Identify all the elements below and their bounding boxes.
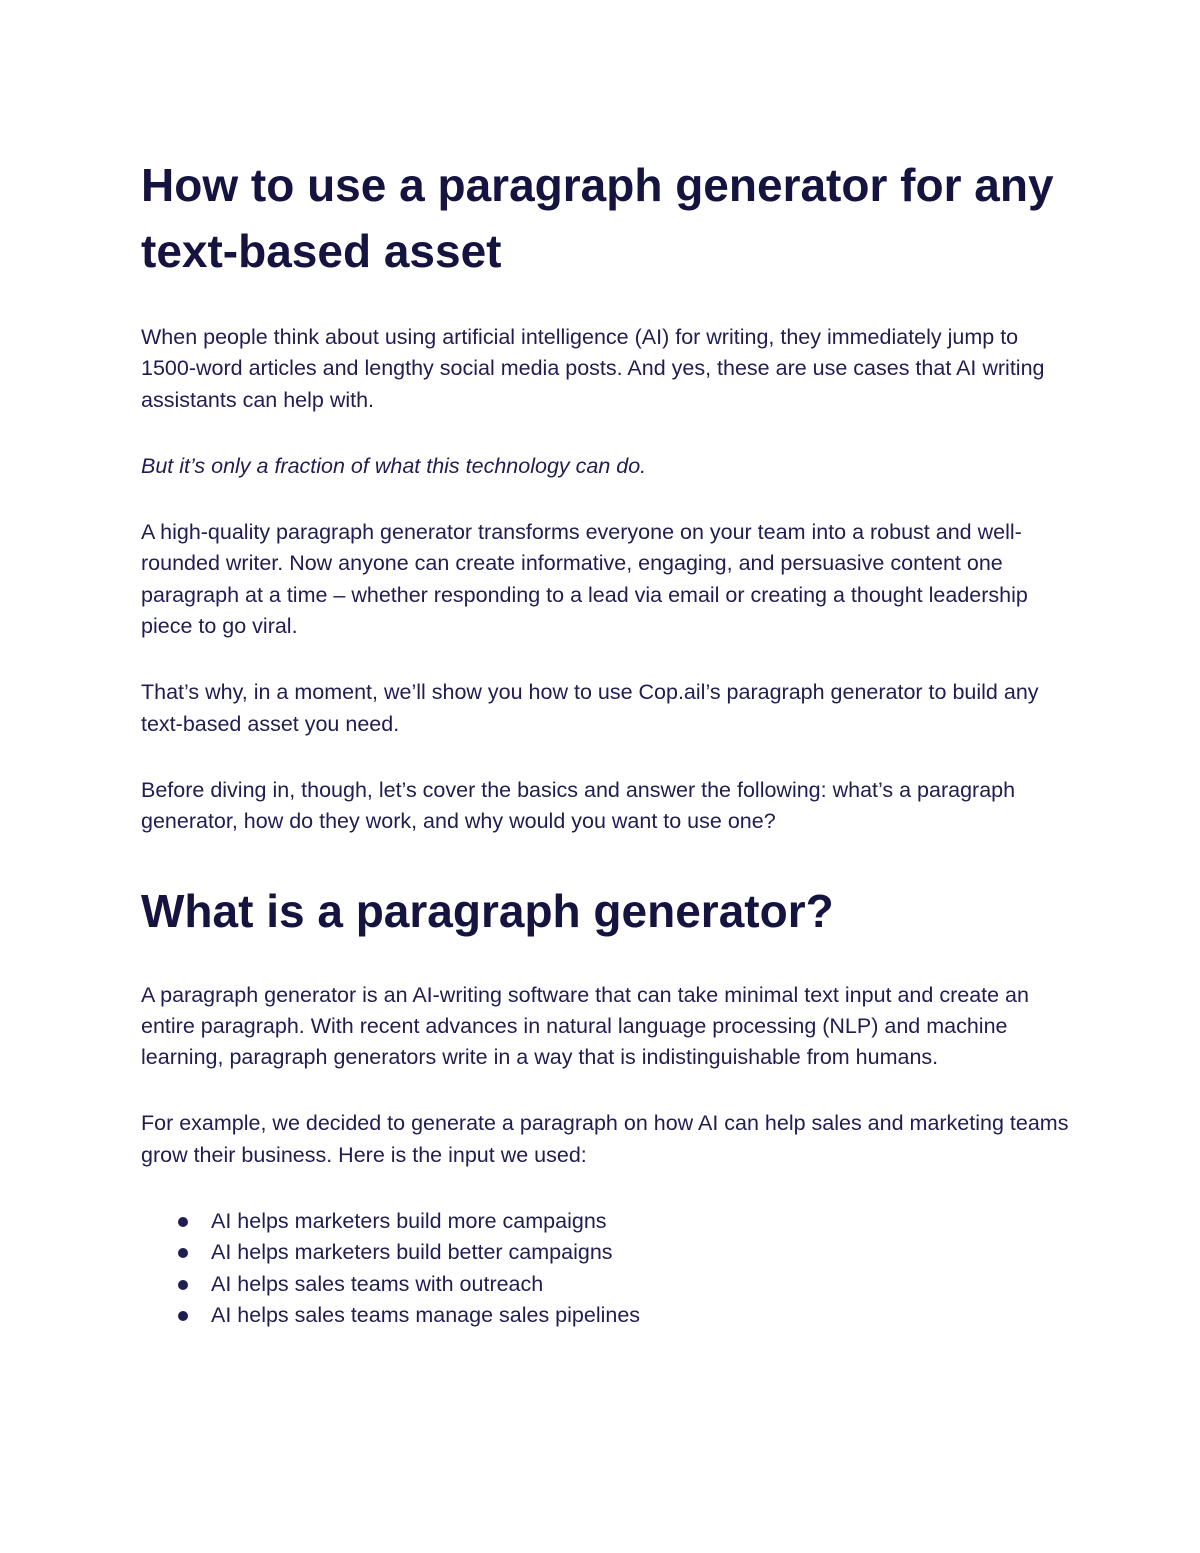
intro-paragraph-3: A high-quality paragraph generator transforms everyone on your team into a robust and well-rounded writer. Now anyone can create informative, engaging, and persuasive content one paragraph at a time – whether responding to a lead via email or creating a thought leadership piece to go viral.: [141, 520, 1028, 639]
list-item-text: AI helps sales teams with outreach: [211, 1271, 544, 1296]
document-page: [141, 152, 1071, 1331]
list-item: [141, 1269, 1071, 1300]
section-paragraph-2: For example, we decided to generate a paragraph on how AI can help sales and marketing teams grow their business. Here is the input we used:: [141, 1111, 1069, 1167]
bullet-dot-icon: [178, 1311, 188, 1321]
list-item: [141, 1206, 1071, 1237]
list-item-text: AI helps sales teams manage sales pipelines: [211, 1302, 641, 1327]
list-item: [141, 1237, 1071, 1268]
bullet-dot-icon: [178, 1280, 188, 1290]
intro-paragraph-5: Before diving in, though, let’s cover the basics and answer the following: what’s a paragraph generator, how do they work, and why would you want to use one?: [141, 777, 1016, 834]
section-heading: What is a paragraph generator?: [141, 884, 834, 937]
intro-italic-text: But it’s only a fraction of what this technology can do.: [141, 453, 647, 478]
intro-paragraph-2: [141, 451, 1071, 482]
intro-paragraph-1: When people think about using artificial intelligence (AI) for writing, they immediately jump to 1500-word articles and lengthy social media posts. And yes, these are use cases that AI writing assistants can help with.: [141, 325, 1045, 412]
input-bullet-list: [141, 1206, 1071, 1331]
bullet-dot-icon: [178, 1217, 188, 1227]
section-paragraph-1: A paragraph generator is an AI-writing software that can take minimal text input and create an entire paragraph. With recent advances in natural language processing (NLP) and machine learning, paragraph generators write in a way that is indistinguishable from humans.: [141, 982, 1029, 1070]
intro-paragraph-4: That’s why, in a moment, we’ll show you how to use Cop.ail’s paragraph generator to build any text-based asset you need.: [141, 680, 1039, 736]
bullet-dot-icon: [178, 1248, 188, 1258]
page-title: How to use a paragraph generator for any text-based asset: [141, 159, 1054, 277]
list-item-text: AI helps marketers build more campaigns: [211, 1209, 607, 1234]
list-item-text: AI helps marketers build better campaigns: [211, 1240, 613, 1265]
list-item: [141, 1300, 1071, 1331]
